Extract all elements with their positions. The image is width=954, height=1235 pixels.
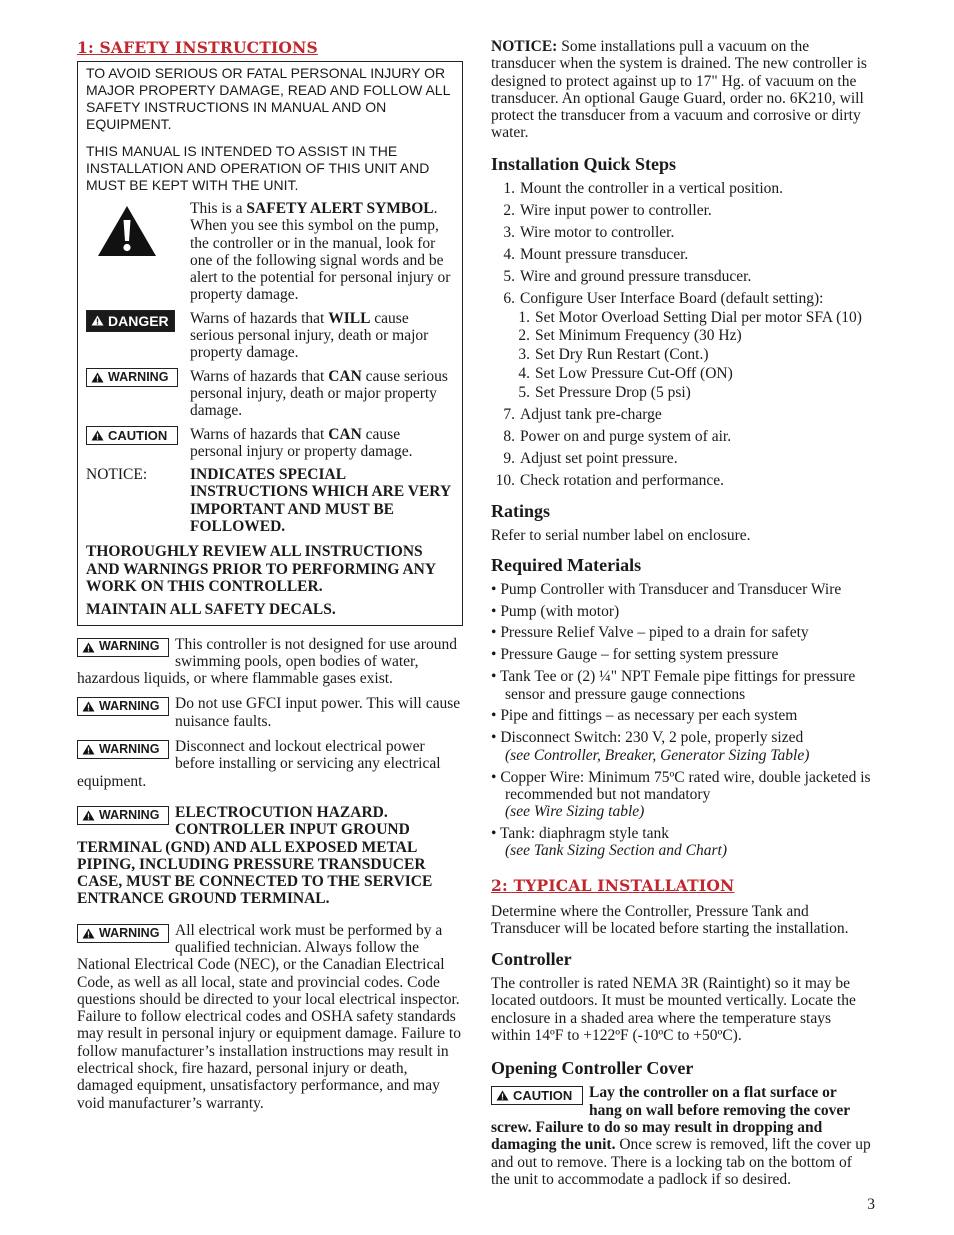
list-item: • Disconnect Switch: 230 V, 2 pole, properly sized (see Controller, Breaker, Generator Sizing Table) <box>491 729 810 764</box>
warning-paragraph-lockout: WARNING Disconnect and lockout electrical power before installing or servicing any electrical equipment. <box>77 738 441 790</box>
warning-paragraph-gfci: WARNING Do not use GFCI input power. This will cause nuisance faults. <box>77 695 463 730</box>
warning-triangle-icon <box>496 1090 509 1101</box>
materials-heading: Required Materials <box>491 554 642 575</box>
list-item: 5. Wire and ground pressure transducer. <box>503 267 752 285</box>
warning-triangle-icon <box>82 744 95 755</box>
warning-paragraph-electrical-work: WARNING All electrical work must be performed by a qualified technician. Always follow the National Electrical Code (NEC), or the Canadian Electrical Code, as well as all local, state and provincial codes. Code questions should be directed to your local electrical inspector. Failure to follow electrical codes and OSHA safety standards may result in personal injury or equipment damage. Failure to follow manufacturer’s installation instructions may result in electrical shock, fire hazard, personal injury or death, damaged equipment, unsatisfactory performance, and may void manufacturer’s warranty. <box>77 921 461 1112</box>
list-item: • Tank Tee or (2) ¼" NPT Female pipe fittings for pressure sensor and pressure gauge connections <box>491 668 856 703</box>
warning-triangle-icon <box>91 372 104 383</box>
quick-steps-list <box>491 180 871 307</box>
list-item: • Pump Controller with Transducer and Transducer Wire <box>491 580 842 598</box>
ratings-heading: Ratings <box>491 501 551 522</box>
intro-para-2: THIS MANUAL IS INTENDED TO ASSIST IN THE INSTALLATION AND OPERATION OF THIS UNIT AND MUST BE KEPT WITH THE UNIT. <box>86 143 430 193</box>
list-item: 5. Set Pressure Drop (5 psi) <box>518 384 691 402</box>
warning-badge: WARNING <box>77 697 169 716</box>
quick-steps-heading: Installation Quick Steps <box>491 153 677 174</box>
caution-badge: CAUTION <box>491 1086 583 1105</box>
review-instructions: THOROUGHLY REVIEW ALL INSTRUCTIONS AND WARNINGS PRIOR TO PERFORMING ANY WORK ON THIS CONTROLLER. <box>86 543 436 595</box>
warning-badge: WARNING <box>77 638 169 657</box>
list-item: 4. Set Low Pressure Cut-Off (ON) <box>518 365 733 383</box>
safety-symbol-row <box>86 200 454 304</box>
warning-triangle-icon <box>82 810 95 821</box>
list-item: 6. Configure User Interface Board (default setting): <box>503 289 824 307</box>
maintain-decals: MAINTAIN ALL SAFETY DECALS. <box>86 601 336 619</box>
list-item: 2. Set Minimum Frequency (30 Hz) <box>518 327 742 345</box>
opening-cover-heading: Opening Controller Cover <box>491 1058 694 1079</box>
warning-triangle-icon <box>91 430 104 441</box>
warning-paragraph-pools: WARNING This controller is not designed for use around swimming pools, open bodies of water, hazardous liquids, or where flammable gases exist. <box>77 635 457 688</box>
list-item: • Pump (with motor) <box>491 602 620 620</box>
warning-triangle-icon <box>82 642 95 653</box>
quick-steps-list-continued <box>491 406 871 489</box>
warning-row <box>86 368 454 420</box>
caution-badge: CAUTION <box>86 426 178 445</box>
controller-text: The controller is rated NEMA 3R (Raintight) so it may be located outdoors. It must be mounted vertically. Locate the enclosure in a shaded area where the temperature stays within 14ºF to +122ºF (-10ºC to +50ºC). <box>491 975 856 1045</box>
warning-badge: WARNING <box>86 368 178 387</box>
left-column <box>77 38 463 1112</box>
installation-intro: Determine where the Controller, Pressure Tank and Transducer will be located before starting the installation. <box>491 902 849 937</box>
symbol-description: This is a SAFETY ALERT SYMBOL. When you see this symbol on the pump, the controller or in the manual, look for one of the following signal words and be alert to the potential for personal injury or property damage. <box>190 200 451 304</box>
right-column <box>491 38 871 1188</box>
list-item: 1. Mount the controller in a vertical position. <box>503 179 784 197</box>
notice-label: NOTICE: <box>86 466 148 484</box>
list-item: • Pressure Relief Valve – piped to a drain for safety <box>491 624 809 642</box>
ratings-text: Refer to serial number label on enclosure. <box>491 527 751 545</box>
warning-badge: WARNING <box>77 924 169 943</box>
list-item: 4. Mount pressure transducer. <box>503 245 689 263</box>
notice-row <box>86 466 454 535</box>
caution-description: Warns of hazards that CAN cause personal injury or property damage. <box>190 425 413 460</box>
list-item: 1. Set Motor Overload Setting Dial per motor SFA (10) <box>518 308 862 326</box>
danger-description: Warns of hazards that WILL cause serious personal injury, death or major property damage. <box>190 309 429 362</box>
list-item: 2. Wire input power to controller. <box>503 201 712 219</box>
list-item: 3. Set Dry Run Restart (Cont.) <box>518 346 709 364</box>
list-item: • Tank: diaphragm style tank (see Tank Sizing Section and Chart) <box>491 825 728 860</box>
danger-row <box>86 310 454 362</box>
list-item: 7. Adjust tank pre-charge <box>503 406 662 424</box>
controller-heading: Controller <box>491 949 572 970</box>
safety-intro <box>86 65 454 194</box>
notice-description: INDICATES SPECIAL INSTRUCTIONS WHICH ARE VERY IMPORTANT AND MUST BE FOLLOWED. <box>190 466 451 536</box>
intro-para-1: TO AVOID SERIOUS OR FATAL PERSONAL INJURY OR MAJOR PROPERTY DAMAGE, READ AND FOLLOW ALL SAFETY INSTRUCTIONS IN MANUAL AND ON EQUIPMENT. <box>86 65 450 132</box>
materials-list <box>491 581 871 860</box>
section-title-installation: 2: TYPICAL INSTALLATION <box>491 875 735 895</box>
warning-triangle-icon <box>91 315 104 326</box>
danger-badge: DANGER <box>86 310 175 332</box>
configure-substeps-list <box>491 309 871 402</box>
list-item: • Pipe and fittings – as necessary per each system <box>491 707 798 725</box>
list-item: 3. Wire motor to controller. <box>503 223 675 241</box>
warning-triangle-icon <box>82 928 95 939</box>
list-item: 9. Adjust set point pressure. <box>503 450 678 468</box>
caution-row <box>86 426 454 461</box>
list-item: • Copper Wire: Minimum 75ºC rated wire, double jacketed is recommended but not mandatory (see Wire Sizing table) <box>491 768 871 821</box>
warning-badge: WARNING <box>77 740 169 759</box>
section-title-safety: 1: SAFETY INSTRUCTIONS <box>77 38 318 57</box>
list-item: • Pressure Gauge – for setting system pressure <box>491 646 779 664</box>
warning-description: Warns of hazards that CAN cause serious personal injury, death or major property damage. <box>190 367 448 420</box>
list-item: 8. Power on and purge system of air. <box>503 428 732 446</box>
warning-badge: WARNING <box>77 806 169 825</box>
safety-alert-symbol-icon <box>96 203 158 259</box>
list-item: 10. Check rotation and performance. <box>495 472 724 490</box>
warning-paragraph-electrocution: WARNING ELECTROCUTION HAZARD. CONTROLLER INPUT GROUND TERMINAL (GND) AND ALL EXPOSED METAL PIPING, INCLUDING PRESSURE TRANSDUCER CASE, MUST BE CONNECTED TO THE SERVICE ENTRANCE GROUND TERMINAL. <box>77 803 433 908</box>
warning-triangle-icon <box>82 701 95 712</box>
safety-box <box>77 61 463 626</box>
vacuum-notice: NOTICE: Some installations pull a vacuum on the transducer when the system is drained. The new controller is designed to protect against up to 17" Hg. of vacuum on the transducer. An optional Gauge Guard, order no. 6K210, will protect the transducer from a vacuum and corrosive or dirty water. <box>491 38 867 142</box>
page-number: 3 <box>867 1196 875 1213</box>
caution-paragraph-cover: CAUTION Lay the controller on a flat surface or hang on wall before removing the cover screw. Failure to do so may result in dropping and damaging the unit. Once screw is removed, lift the cover up and out to remove. There is a locking tab on the bottom of the unit to accommodate a padlock if so desired. <box>491 1084 871 1188</box>
